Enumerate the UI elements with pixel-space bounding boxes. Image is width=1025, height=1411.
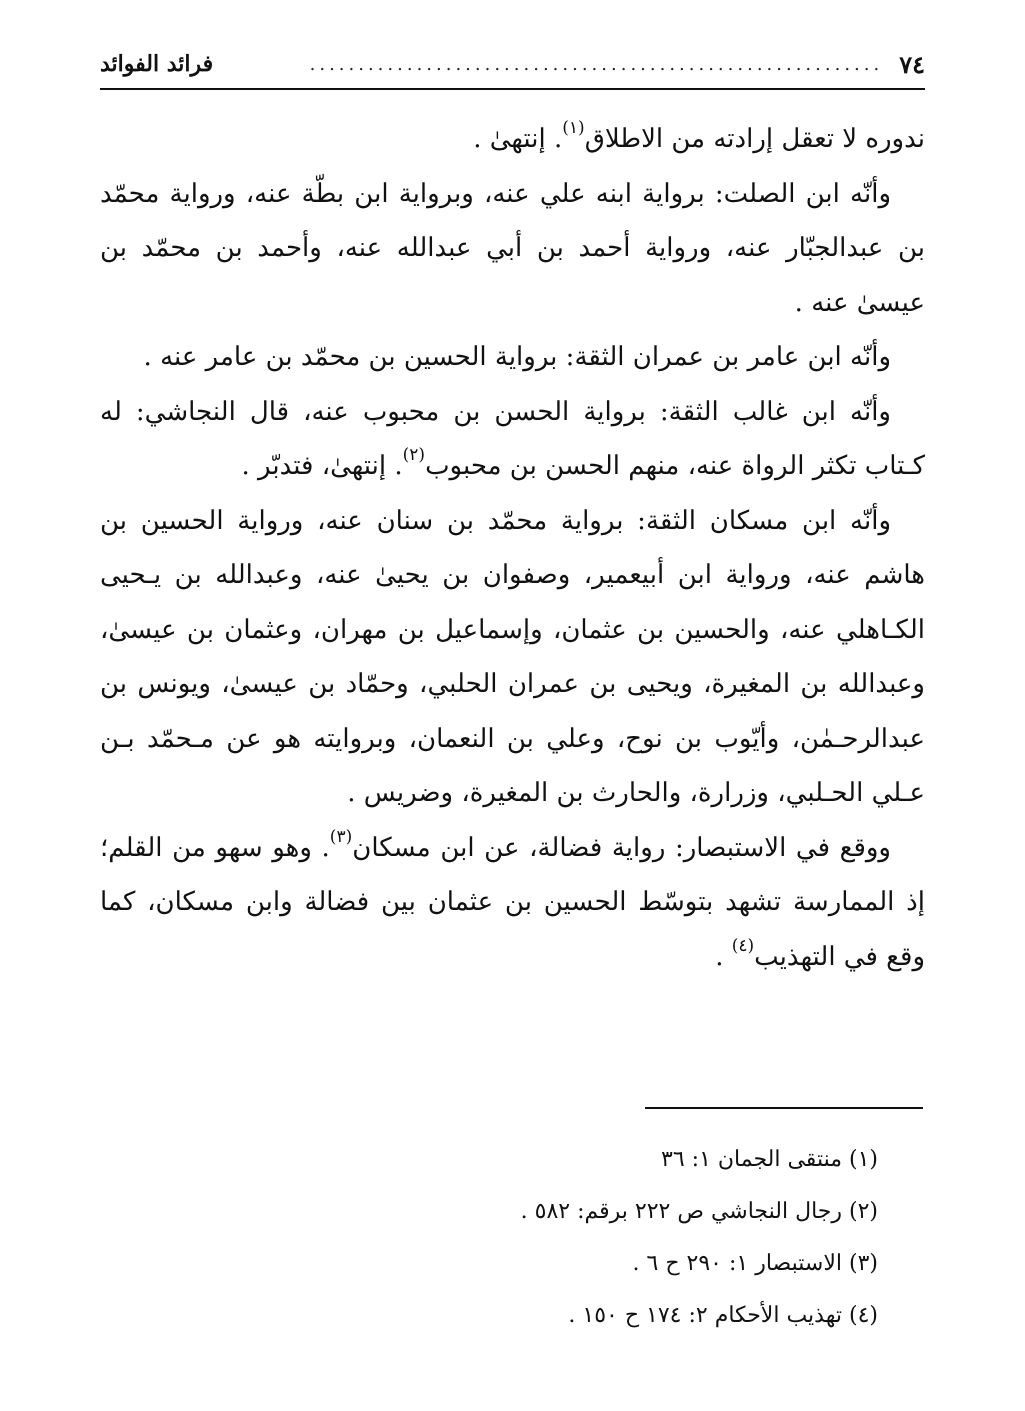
footnote-1: (١) منتقى الجمان ١: ٣٦ [661, 1147, 878, 1172]
header-rule [100, 88, 925, 90]
paragraph-text: ندوره لا تعقل إرادته من الاطلاق [584, 124, 925, 154]
footnote-ref-1: (١) [562, 118, 585, 138]
paragraph-text: . وهو سهو من القلم؛ إذ الممارسة تشهد بتوسّط الحسين بن عثمان بين فضالة وابن مسكان، كما وقع في التهذيب [100, 832, 925, 972]
paragraph-3 [100, 330, 925, 385]
footnote-3: (٣) الاستبصار ١: ٢٩٠ ح ٦ . [632, 1251, 878, 1276]
paragraph-text: . [715, 941, 732, 972]
page-number: ٧٤ [899, 49, 925, 79]
header-leader-dots: ........................................................... [309, 53, 884, 75]
footnote-ref-4: (٤) [731, 935, 755, 956]
paragraph-text: ووقع في الاستبصار: رواية فضالة، عن ابن مسكان [352, 832, 891, 863]
footnote-ref-3: (٣) [329, 826, 353, 847]
footnote-ref-2: (٢) [402, 445, 426, 465]
paragraph-5 [100, 494, 925, 821]
paragraph-text: وأنّه ابن الصلت: برواية ابنه علي عنه، وبرواية ابن بطّة عنه، ورواية محمّد بن عبدالجبّار عنه، ورواية أحمد بن أبي عبدالله عنه، وأحمد بن محمّد بن عيسىٰ عنه . [100, 178, 925, 318]
footnote-rule [645, 1107, 923, 1109]
body-text [100, 112, 925, 984]
paragraph-6 [100, 821, 925, 985]
paragraph-text: . إنتهىٰ، فتدبّر . [241, 451, 403, 481]
paragraph-text: وأنّه ابن عامر بن عمران الثقة: برواية الحسين بن محمّد بن عامر عنه . [143, 342, 891, 372]
footnote-4: (٤) تهذيب الأحكام ٢: ١٧٤ ح ١٥٠ . [568, 1303, 878, 1328]
paragraph-4 [100, 385, 925, 494]
footnote-2: (٢) رجال النجاشي ص ٢٢٢ برقم: ٥٨٢ . [520, 1199, 878, 1224]
paragraph-2 [100, 167, 925, 331]
footnotes [400, 1134, 878, 1342]
paragraph-text: . إنتهىٰ . [473, 124, 563, 154]
page-header [100, 44, 925, 84]
paragraph-text: وأنّه ابن مسكان الثقة: برواية محمّد بن سنان عنه، ورواية الحسين بن هاشم عنه، ورواية ابن أبيعمير، وصفوان بن يحيىٰ عنه، وعبدالله بن يـحيى الكـاهلي عنه، والحسين بن عثمان، وإسماعيل بن مهران، وعثمان بن عيسىٰ، وعبدالله بن المغيرة، ويحيى بن عمران الحلبي، وحمّاد بن عيسىٰ، ويونس بن عبدالرحـمٰن، وأيّوب بن نوح، وعلي بن النعمان، وبروايته هو عن مـحمّد بـن عـلي الحـلبي، وزرارة، والحارث بن المغيرة، وضريس . [100, 505, 925, 808]
running-title: فرائد الفوائد [100, 51, 214, 77]
paragraph-1 [100, 112, 925, 167]
paragraph-text: وأنّه ابن غالب الثقة: برواية الحسن بن محبوب عنه، قال النجاشي: له كـتاب تكثر الرواة عنه، منهم الحسن بن محبوب [100, 396, 925, 481]
